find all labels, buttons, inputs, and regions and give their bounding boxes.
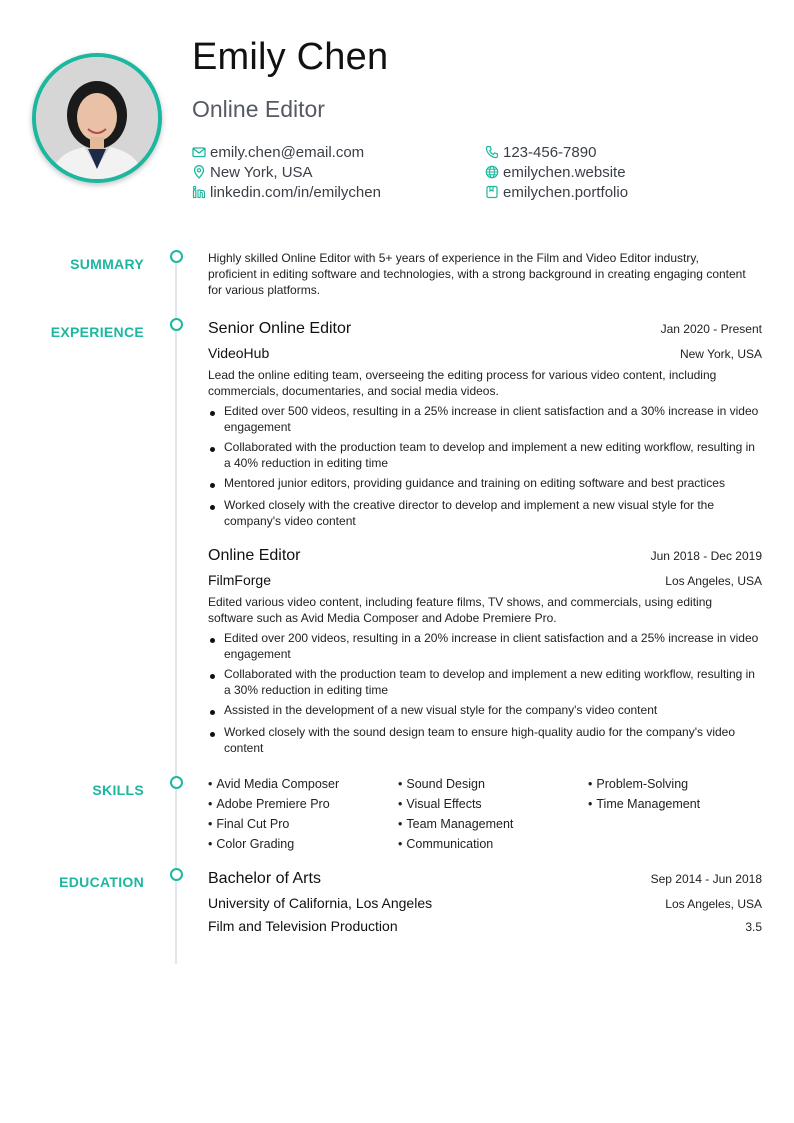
timeline-dot-education (170, 868, 183, 881)
job-header-row (208, 547, 762, 565)
timeline-line (175, 256, 177, 964)
contact-phone[interactable] (485, 142, 596, 162)
contact-website[interactable] (485, 162, 626, 182)
degree: Bachelor of Arts (208, 870, 321, 887)
section-label-education: EDUCATION (59, 874, 144, 890)
skill-item: • Communication (398, 834, 513, 854)
summary-text: Highly skilled Online Editor with 5+ years of experience in the Film and Video Editor industry, proficient in editing software and technologies, with a strong background in creating engaging content for various platforms. (208, 251, 746, 297)
skill-item: • Color Grading (208, 834, 339, 854)
bullet-item: Collaborated with the production team to develop and implement a new editing workflow, resulting in a 40% reduction in editing time (208, 439, 762, 471)
job-bullets (208, 403, 762, 529)
education-header-row (208, 870, 762, 888)
portfolio-text: emilychen.portfolio (503, 183, 629, 201)
job-dates: Jan 2020 - Present (660, 322, 762, 336)
map-pin-icon (192, 165, 206, 179)
website-text: emilychen.website (503, 163, 626, 181)
job-role: Senior Online Editor (208, 320, 352, 337)
skill-item: • Avid Media Composer (208, 774, 339, 794)
job-company: VideoHub (208, 345, 270, 361)
timeline-dot-skills (170, 776, 183, 789)
job-role: Online Editor (208, 547, 301, 564)
contact-location (192, 162, 313, 182)
field-of-study: Film and Television Production (208, 918, 398, 934)
portfolio-icon (485, 185, 499, 199)
timeline-dot-summary (170, 250, 183, 263)
timeline-dot-experience (170, 318, 183, 331)
section-label-experience: EXPERIENCE (50, 324, 144, 340)
bullet-item: Edited over 200 videos, resulting in a 20% increase in client satisfaction and a 25% increase in video engagement (208, 630, 762, 662)
skill-item: • Team Management (398, 814, 513, 834)
skills-column-3 (588, 774, 700, 814)
job-header-row (208, 320, 762, 338)
skill-item: • Final Cut Pro (208, 814, 339, 834)
job-company-row (208, 572, 762, 588)
education-school-row (208, 895, 762, 911)
phone-text: 123-456-7890 (503, 143, 597, 161)
phone-icon (485, 145, 499, 159)
skill-item: • Time Management (588, 794, 700, 814)
job-location: Los Angeles, USA (665, 574, 762, 588)
bullet-item: Worked closely with the creative director to develop and implement a new visual style for the company's video content (208, 497, 762, 529)
profile-photo (32, 53, 162, 183)
skill-item: • Adobe Premiere Pro (208, 794, 339, 814)
bullet-item: Edited over 500 videos, resulting in a 25% increase in client satisfaction and a 30% increase in video engagement (208, 403, 762, 435)
contact-email[interactable] (192, 142, 364, 162)
full-name: Emily Chen (192, 36, 389, 78)
skill-item: • Problem-Solving (588, 774, 700, 794)
skills-column-2 (398, 774, 513, 854)
job-title: Online Editor (192, 96, 325, 122)
job-company: FilmForge (208, 572, 272, 588)
skill-item: • Sound Design (398, 774, 513, 794)
job-description: Edited various video content, including feature films, TV shows, and commercials, using editing software such as Avid Media Composer and Adobe Premiere Pro. (208, 595, 713, 625)
job-company-row (208, 345, 762, 361)
skills-column-1 (208, 774, 339, 854)
section-label-skills: SKILLS (92, 782, 144, 798)
school-location: Los Angeles, USA (665, 897, 762, 911)
mail-icon (192, 145, 206, 159)
job-dates: Jun 2018 - Dec 2019 (650, 549, 762, 563)
contact-portfolio[interactable] (485, 182, 628, 202)
bullet-item: Assisted in the development of a new visual style for the company's video content (208, 702, 762, 718)
gpa: 3.5 (745, 920, 762, 934)
email-text: emily.chen@email.com (210, 143, 365, 161)
section-label-summary: SUMMARY (70, 256, 144, 272)
linkedin-icon (192, 185, 206, 199)
job-location: New York, USA (679, 347, 762, 361)
skill-item: • Visual Effects (398, 794, 513, 814)
job-bullets (208, 630, 762, 756)
globe-icon (485, 165, 499, 179)
contact-linkedin[interactable] (192, 182, 381, 202)
education-dates: Sep 2014 - Jun 2018 (650, 872, 762, 886)
bullet-item: Collaborated with the production team to develop and implement a new editing workflow, resulting in a 30% reduction in editing time (208, 666, 762, 698)
bullet-item: Mentored junior editors, providing guidance and training on editing software and best practices (208, 475, 762, 491)
linkedin-text: linkedin.com/in/emilychen (210, 183, 381, 201)
education-field-row (208, 918, 762, 934)
school: University of California, Los Angeles (208, 895, 433, 911)
location-text: New York, USA (210, 163, 313, 181)
job-description: Lead the online editing team, overseeing the editing process for various video content, including commercials, documentaries, and social media videos. (208, 368, 717, 398)
bullet-item: Worked closely with the sound design team to ensure high-quality audio for the company's video content (208, 724, 762, 756)
